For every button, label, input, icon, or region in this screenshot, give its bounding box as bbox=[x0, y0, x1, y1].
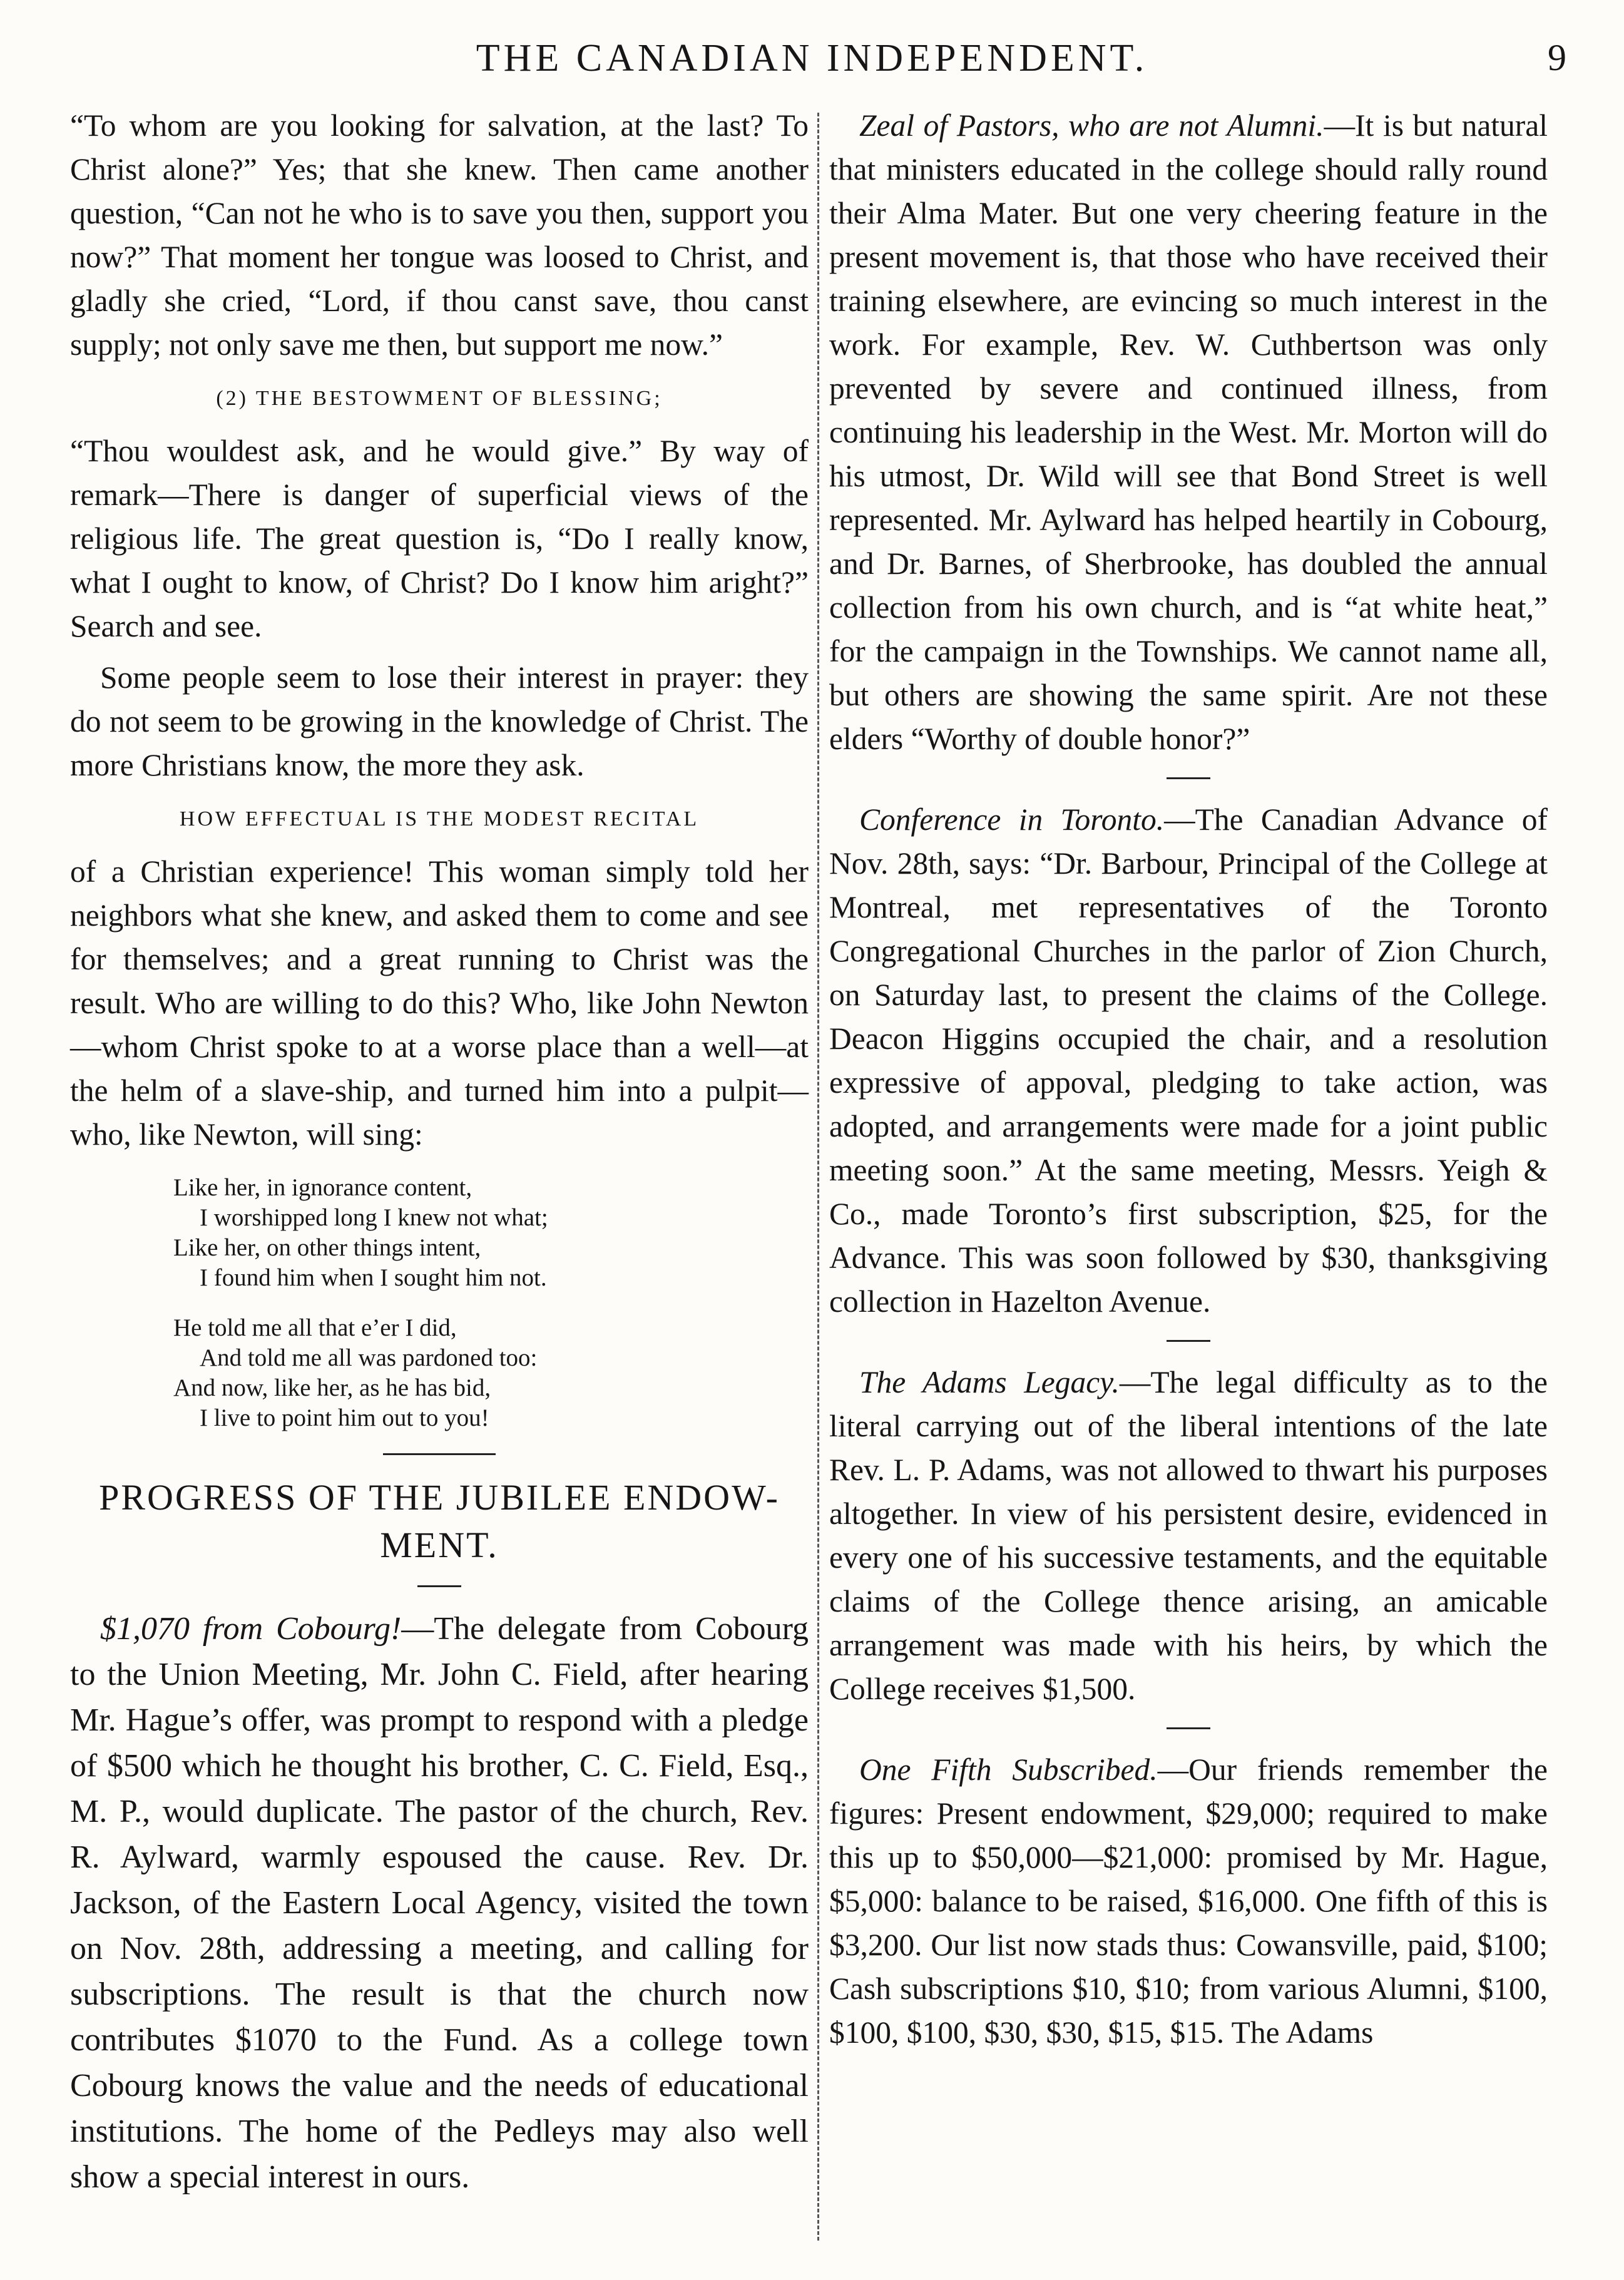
fifth-lead: One Fifth Subscribed. bbox=[859, 1752, 1158, 1787]
poem-line: And now, like her, as he has bid, bbox=[173, 1374, 491, 1401]
poem-line: I found him when I sought him not. bbox=[200, 1264, 547, 1291]
item-rule bbox=[1167, 777, 1210, 779]
zeal-lead: Zeal of Pastors, who are not Alumni. bbox=[859, 108, 1324, 143]
paragraph-thou-wouldest-ask: “Thou wouldest ask, and he would give.” By way of remark—There is danger of superficial views of the religious life. The great question is, “Do I really know, what I ought to know, of Christ? Do I know him aright?” Search and see. bbox=[70, 434, 809, 643]
heading-modest-recital: HOW EFFECTUAL IS THE MODEST RECITAL bbox=[179, 807, 700, 831]
paragraph-christian-experience: of a Christian experience! This woman simply told her neighbors what she knew, and asked them to come and see for themselves; and a great running to Christ was the result. Who are willing to do this? Who, like John Newton—whom Christ spoke to at a worse place than a well—at the helm of a slave-ship, and turned him into a pulpit—who, like Newton, will sing: bbox=[70, 854, 809, 1152]
poem-line: He told me all that e’er I did, bbox=[173, 1314, 457, 1341]
poem-stanza bbox=[173, 1173, 809, 1293]
section-title-line: MENT. bbox=[380, 1525, 499, 1565]
heading-bestowment-of-blessing: (2) THE BESTOWMENT OF BLESSING; bbox=[216, 387, 663, 410]
right-column bbox=[829, 104, 1548, 2257]
poem-line: I worshipped long I knew not what; bbox=[200, 1204, 548, 1231]
item-rule bbox=[1167, 1340, 1210, 1342]
poem-line: Like her, in ignorance content, bbox=[173, 1174, 472, 1201]
paragraph-cobourg bbox=[70, 1606, 809, 2200]
paragraph-salvation: “To whom are you looking for salvation, at the last? To Christ alone?” Yes; that she knew. Then came another question, “Can not he who is to save you then, support you now?” That moment her tongue was loosed to Christ, and gladly she cried, “Lord, if thou canst save, thou canst supply; not only save me then, but support me now.” bbox=[70, 108, 809, 362]
poem-line: And told me all was pardoned too: bbox=[200, 1344, 538, 1371]
conference-lead: Conference in Toronto. bbox=[859, 802, 1165, 837]
section-rule bbox=[383, 1453, 496, 1455]
conference-body: —The Canadian Advance of Nov. 28th, says: “Dr. Barbour, Principal of the College at Montreal, met representatives of the Toronto Congregational Churches in the parlor of Zion Church, on Saturday last, to present the claims of the College. Deacon Higgins occupied the chair, and a resolution expressive of appoval, pledging to take action, was adopted, and arrangements were made for a joint public meeting soon.” At the same meeting, Messrs. Yeigh & Co., made Toronto’s first subscription, $25, for the Advance. This was soon followed by $30, thanksgiving collection in Hazelton Avenue. bbox=[829, 802, 1548, 1319]
poem-stanza bbox=[173, 1313, 809, 1433]
left-column bbox=[70, 104, 809, 2257]
section-title-line: PROGRESS OF THE JUBILEE ENDOW- bbox=[99, 1477, 780, 1518]
adams-body: —The legal difficulty as to the literal carrying out of the liberal intentions of the late Rev. L. P. Adams, was not allowed to thwart his purposes altogether. In view of his persistent desire, evidenced in every one of his successive testaments, and the equitable claims of the College thence arising, an amicable arrangement was made with his heirs, by which the College receives $1,500. bbox=[829, 1365, 1548, 1706]
page-header bbox=[0, 36, 1624, 99]
paragraph-zeal-of-pastors bbox=[829, 104, 1548, 761]
zeal-body: —It is but natural that ministers educated in the college should rally round their Alma Mater. But one very cheering feature in the present movement is, that those who have received their training elsewhere, are evincing so much interest in the work. For example, Rev. W. Cuthbertson was only prevented by severe and continued illness, from continuing his leadership in the West. Mr. Morton will do his utmost, Dr. Wild will see that Bond Street is well represented. Mr. Aylward has helped heartily in Cobourg, and Dr. Barnes, of Sherbrooke, has doubled the annual collection from his own church, and is “at white heat,” for the campaign in the Townships. We cannot name all, but others are showing the same spirit. Are not these elders “Worthy of double honor?” bbox=[829, 108, 1548, 756]
item-rule bbox=[1167, 1727, 1210, 1729]
paragraph-adams-legacy bbox=[829, 1361, 1548, 1711]
cobourg-body: —The delegate from Cobourg to the Union Meeting, Mr. John C. Field, after hearing Mr. Hague’s offer, was prompt to respond with a pledge of $500 which he thought his brother, C. C. Field, Esq., M. P., would duplicate. The pastor of the church, Rev. R. Aylward, warmly espoused the cause. Rev. Dr. Jackson, of the Eastern Local Agency, visited the town on Nov. 28th, addressing a meeting, and calling for subscriptions. The result is that the church now contributes $1070 to the Fund. As a college town Cobourg knows the value and the needs of educational institutions. The home of the Pedleys may also well show a special interest in ours. bbox=[70, 1611, 809, 2195]
section-title-jubilee-endowment bbox=[70, 1474, 809, 1569]
page-number: 9 bbox=[1548, 37, 1566, 78]
adams-lead: The Adams Legacy. bbox=[859, 1365, 1120, 1399]
poem-line: Like her, on other things intent, bbox=[173, 1234, 481, 1261]
fifth-body: —Our friends remember the figures: Present endowment, $29,000; required to make this up to $50,000—$21,000: promised by Mr. Hague, $5,000: balance to be raised, $16,000. One fifth of this is $3,200. Our list now stads thus: Cowansville, paid, $100; Cash subscriptions $10, $10; from various Alumni, $100, $100, $100, $30, $30, $15, $15. The Adams bbox=[829, 1752, 1548, 2050]
poem bbox=[173, 1173, 809, 1433]
running-title: THE CANADIAN INDEPENDENT. bbox=[476, 37, 1148, 79]
cobourg-lead: $1,070 from Cobourg! bbox=[100, 1611, 402, 1647]
title-rule bbox=[417, 1585, 461, 1587]
paragraph-prayer: Some people seem to lose their interest in prayer: they do not seem to be growing in the knowledge of Christ. The more Christians know, the more they ask. bbox=[70, 660, 809, 782]
column-divider bbox=[817, 113, 819, 2241]
poem-line: I live to point him out to you! bbox=[200, 1404, 489, 1431]
paragraph-one-fifth-subscribed bbox=[829, 1748, 1548, 2055]
paragraph-conference-toronto bbox=[829, 798, 1548, 1324]
